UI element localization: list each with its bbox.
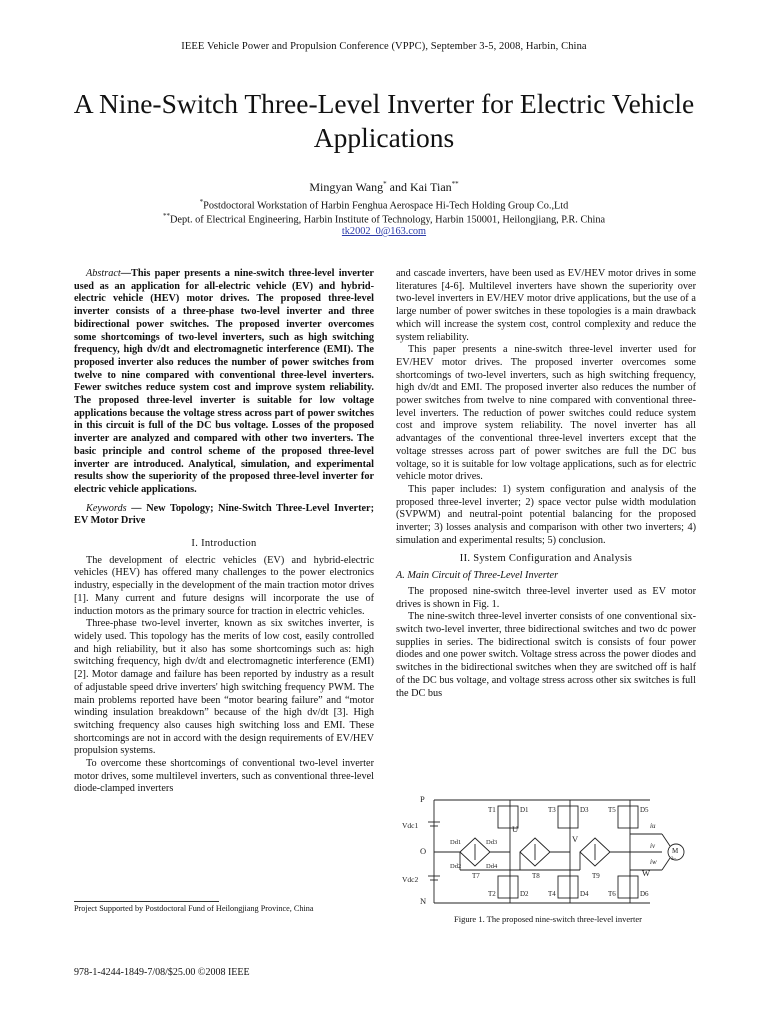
label-D5: D5 [640, 806, 649, 814]
label-U: U [512, 824, 519, 834]
copyright-id: 978-1-4244-1849-7/08/$25.00 ©2008 IEEE [74, 967, 250, 978]
affiliation-2: **Dept. of Electrical Engineering, Harbin Institute of Technology, Harbin 150001, Heilongjiang, P.R. China [162, 212, 606, 226]
email-link[interactable]: tk2002_0@163.com [341, 226, 427, 237]
label-T2: T2 [488, 890, 496, 898]
label-T4: T4 [548, 890, 556, 898]
label-Dd4: Dd4 [486, 863, 498, 870]
label-iv: iv [650, 842, 656, 850]
keywords-label: Keywords [86, 502, 127, 514]
label-N: N [420, 896, 427, 906]
affiliation-email [0, 225, 768, 238]
label-Dd3: Dd3 [486, 839, 498, 846]
label-iu: iu [650, 822, 656, 830]
intro-paragraph-2: Three-phase two-level inverter, known as six switches inverter, is widely used. This topology has the merits of low cost, easily controlled and high reliability, but it also has some shortcomings such as: high switching frequency, high dv/dt and electromagnetic interference (EMI) [2]. Motor damage and failure has been reported by industry as a result of adjustable speed drive inverters' high switching frequency PWM. The main problems reported have been “motor bearing failure” and “motor winding insulation breakdown” because of the high dv/dt [3]. High switching frequency also causes high switching loss and EMI. These shortcomings are not in accord with the design requirements of EV/HEV propulsion systems. [74, 618, 374, 757]
label-T1: T1 [488, 806, 496, 814]
label-O: O [420, 846, 427, 856]
intro-paragraph-1: The development of electric vehicles (EV) and hybrid-electric vehicles (HEV) has offered many challenges to the power electronics industry, especially in the development of the main traction motor drives [1]. Many current and future designs will incorporate the use of induction motors as the primary source for traction in electric vehicles. [74, 554, 374, 617]
label-T9: T9 [592, 872, 600, 880]
label-T7: T7 [472, 872, 480, 880]
section-1-heading: I. Introduction [191, 538, 257, 550]
label-Dd2: Dd2 [450, 863, 462, 870]
label-Vdc2: Vdc2 [402, 875, 419, 884]
label-M: M [672, 847, 679, 855]
label-3phase: 3~ [671, 857, 677, 862]
label-V: V [572, 834, 579, 844]
abstract-label: Abstract [86, 268, 121, 279]
intro-paragraph-3: To overcome these shortcomings of conventional two-level inverter motor drives, some multilevel inverters, such as conventional three-level diode-clamped inverters [74, 758, 374, 795]
conference-header: IEEE Vehicle Power and Propulsion Conference (VPPC), September 3-5, 2008, Harbin, China [181, 41, 587, 52]
keywords-body: — New Topology; Nine-Switch Three-Level Inverter; EV Motor Drive [74, 502, 374, 527]
subsection-a-heading: A. Main Circuit of Three-Level Inverter [396, 570, 559, 582]
left-column [74, 268, 374, 796]
label-Dd1: Dd1 [450, 839, 462, 846]
label-D1: D1 [520, 806, 529, 814]
paper-title: A Nine-Switch Three-Level Inverter for Electric Vehicle Applications [73, 88, 695, 153]
section-2-heading: II. System Configuration and Analysis [459, 553, 633, 565]
label-D3: D3 [580, 806, 589, 814]
label-T5: T5 [608, 806, 616, 814]
abstract [74, 268, 374, 497]
author-2: and Kai Tian [389, 180, 452, 194]
label-D4: D4 [580, 890, 589, 898]
author-1: Mingyan Wang [309, 180, 384, 194]
circuit-diagram [400, 792, 696, 910]
author-2-mark: ** [451, 180, 459, 188]
footnote-rule [74, 901, 219, 902]
label-iw: iw [650, 858, 657, 866]
figure-1 [400, 792, 696, 910]
label-T8: T8 [532, 872, 540, 880]
author-line [0, 180, 768, 195]
footnote: Project Supported by Postdoctoral Fund of Heilongjiang Province, China [74, 904, 314, 913]
abstract-body: —This paper presents a nine-switch three-level inverter used as an application for all-electric vehicle (EV) and hybrid-electric vehicle (HEV) motor drives. The proposed three-level inverter consists of a three-phase two-level inverter and three bidirectional power switches. The proposed inverter overcomes some shortcomings of two-level inverters, such as high switching frequency, high dv/dt and electromagnetic interference (EMI). The proposed inverter also reduces the number of power switches from twelve to nine compared with conventional three-level inverters. Fewer switches reduce system cost and improve system reliability. The proposed three-level inverter is suitable for low voltage applications because the voltage stress across part of power switches in this circuit is full of the DC bus voltage. Losses of the proposed inverter are analyzed and compared with other two inverters. The basic principle and control scheme of the proposed three-level inverter are introduced. Analytical, simulation, and experimental results show the superiority of the proposed three-level inverter for electric vehicle applications. [74, 268, 374, 495]
label-W: W [642, 868, 651, 878]
right-paragraph-1: This paper presents a nine-switch three-level inverter used for EV/HEV motor drives. The proposed inverter overcomes some shortcomings of two-level inverters, such as high switching frequency, high dv/dt and EMI. The proposed inverter also reduces the number of power switches from twelve to nine compared with conventional three-level inverters. The reduction of power switches could reduce system cost and improve system reliability. The novel inverter has all advantages of the conventional three-level inverters except that the voltage stresses across part of power switches are full the DC bus voltage, so it is suitable for low voltage applications, such as for electric vehicle motor drives. [396, 344, 696, 483]
label-D6: D6 [640, 890, 649, 898]
label-P: P [420, 794, 425, 804]
label-D2: D2 [520, 890, 529, 898]
right-column [396, 268, 696, 700]
figure-caption: Figure 1. The proposed nine-switch three-level inverter [454, 914, 642, 924]
author-1-mark: * [383, 180, 387, 188]
right-paragraph-2: This paper includes: 1) system configuration and analysis of the proposed three-level inverter; 2) space vector pulse width modulation (SVPWM) and neutral-point potential balancing for the proposed inverter; 3) losses analysis and comparison with other two inverters; 4) simulation and experimental results; 5) conclusion. [396, 483, 696, 546]
label-T3: T3 [548, 806, 556, 814]
section-2-paragraph-1: The proposed nine-switch three-level inverter used as EV motor drives is shown in Fig. 1. [396, 585, 696, 610]
label-T6: T6 [608, 890, 616, 898]
section-2-paragraph-2: The nine-switch three-level inverter consists of one conventional six-switch two-level inverter, three bidirectional switches and two dc power supplies in series. The bidirectional switch is consists of four power diodes and one power switch. Voltage stress across the power diodes and switches in the bidirectional switches when they are switched off is half of the DC bus voltage, and voltage stress across other six switches is full the DC bus [396, 611, 696, 699]
label-Vdc1: Vdc1 [402, 821, 419, 830]
keywords [74, 503, 374, 528]
right-paragraph-0: and cascade inverters, have been used as EV/HEV motor drives in some literatures [4-6]. Multilevel inverters have shown the superiority over two-level inverters in EV/HEV motor drive applications, but the use of a large number of power switches in these topologies is a main drawback which will increase the system cost, control complexity and reduce the system reliability. [396, 268, 696, 343]
affiliation-1: *Postdoctoral Workstation of Harbin Fenghua Aerospace Hi-Tech Holding Group Co.,Ltd [199, 198, 569, 212]
